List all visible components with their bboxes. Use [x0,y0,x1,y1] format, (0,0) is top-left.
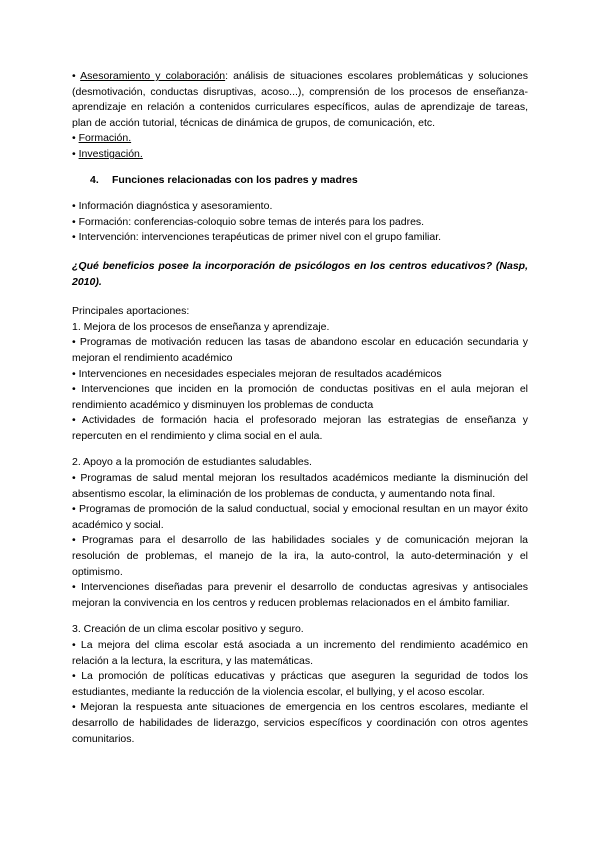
group-2-item: • Programas para el desarrollo de las habilidades sociales y de comunicación mejoran la resolución de problemas, el manejo de la ira, la auto-control, la auto-determinación y el optimismo. [72,534,528,578]
group-3-item: • Mejoran la respuesta ante situaciones de emergencia en los centros escolares, mediante el desarrollo de habilidades de liderazgo, servicios específicos y coordinación con otros agentes comunitarios. [72,701,528,745]
group-3-item: • La mejora del clima escolar está asociada a un incremento del rendimiento académico en relación a la lectura, la escritura, y las matemáticas. [72,639,528,667]
section-4-number: 4. [90,173,99,186]
group-2-item: • Intervenciones diseñadas para prevenir el desarrollo de conductas agresivas y antisociales mejoran la convivencia en los centros y reducen problemas relacionados en el ámbito familiar. [72,581,528,609]
group-3-title: 3. Creación de un clima escolar positivo y seguro. [72,623,304,636]
section-4-item: • Información diagnóstica y asesoramiento. [72,200,273,213]
investigacion-text: Investigación. [78,147,143,160]
group-1-item: • Programas de motivación reducen las tasas de abandono escolar en educación secundaria y mejoran el rendimiento académico [72,336,528,364]
section-4-item: • Intervención: intervenciones terapéuticas de primer nivel con el grupo familiar. [72,231,442,244]
group-1-item: • Intervenciones que inciden en la promoción de conductas positivas en el aula mejoran el rendimiento académico y disminuyen los problemas de conducta [72,383,528,411]
group-2-item: • Programas de salud mental mejoran los resultados académicos mediante la disminución del absentismo escolar, la eliminación de los problemas de conducta, y aumentando nota final. [72,472,528,500]
group-2-item: • Programas de promoción de la salud conductual, social y emocional resultan en un mayor éxito académico y social. [72,503,528,531]
group-1-item: • Intervenciones en necesidades especiales mejoran de resultados académicos [72,367,442,380]
aportaciones-heading: Principales aportaciones: [72,305,190,318]
asesoramiento-text: : análisis de situaciones escolares problemáticas y soluciones (desmotivación, conductas disruptivas, acoso...), comprensión de los procesos de enseñanza-aprendizaje en relación a contenidos curriculares específicos, aulas de aprendizaje de tareas, plan de acción tutorial, técnicas de dinámica de grupos, de comunicación, etc. [72,70,528,129]
bullet-formacion: • Formación. [72,132,132,145]
bullet-investigacion: • Investigación. [72,147,143,160]
group-3-item: • La promoción de políticas educativas y prácticas que aseguren la seguridad de todos los estudiantes, mediante la reducción de la violencia escolar, el bullying, y el acoso escolar. [72,670,528,698]
formacion-text: Formación. [78,132,132,145]
section-4-title: Funciones relacionadas con los padres y madres [112,173,358,186]
section-4-heading [90,173,528,189]
group-1-title: 1. Mejora de los procesos de enseñanza y aprendizaje. [72,320,330,333]
bullet-asesoramiento: • Asesoramiento y colaboración: análisis de situaciones escolares problemáticas y soluciones (desmotivación, conductas disruptivas, acoso...), comprensión de los procesos de enseñanza-aprendizaje en relación a contenidos curriculares específicos, aulas de aprendizaje de tareas, plan de acción tutorial, técnicas de dinámica de grupos, de comunicación, etc. [72,70,528,129]
group-2-title: 2. Apoyo a la promoción de estudiantes saludables. [72,456,312,469]
group-1-item: • Actividades de formación hacia el profesorado mejoran las estrategias de enseñanza y repercuten en el rendimiento y clima social en el aula. [72,414,528,442]
question-heading: ¿Qué beneficios posee la incorporación de psicólogos en los centros educativos? (Nasp, 2010). [72,259,528,288]
asesoramiento-link-text: Asesoramiento y colaboración [80,70,226,82]
document-page [72,69,528,747]
section-4-item: • Formación: conferencias-coloquio sobre temas de interés para los padres. [72,215,425,228]
